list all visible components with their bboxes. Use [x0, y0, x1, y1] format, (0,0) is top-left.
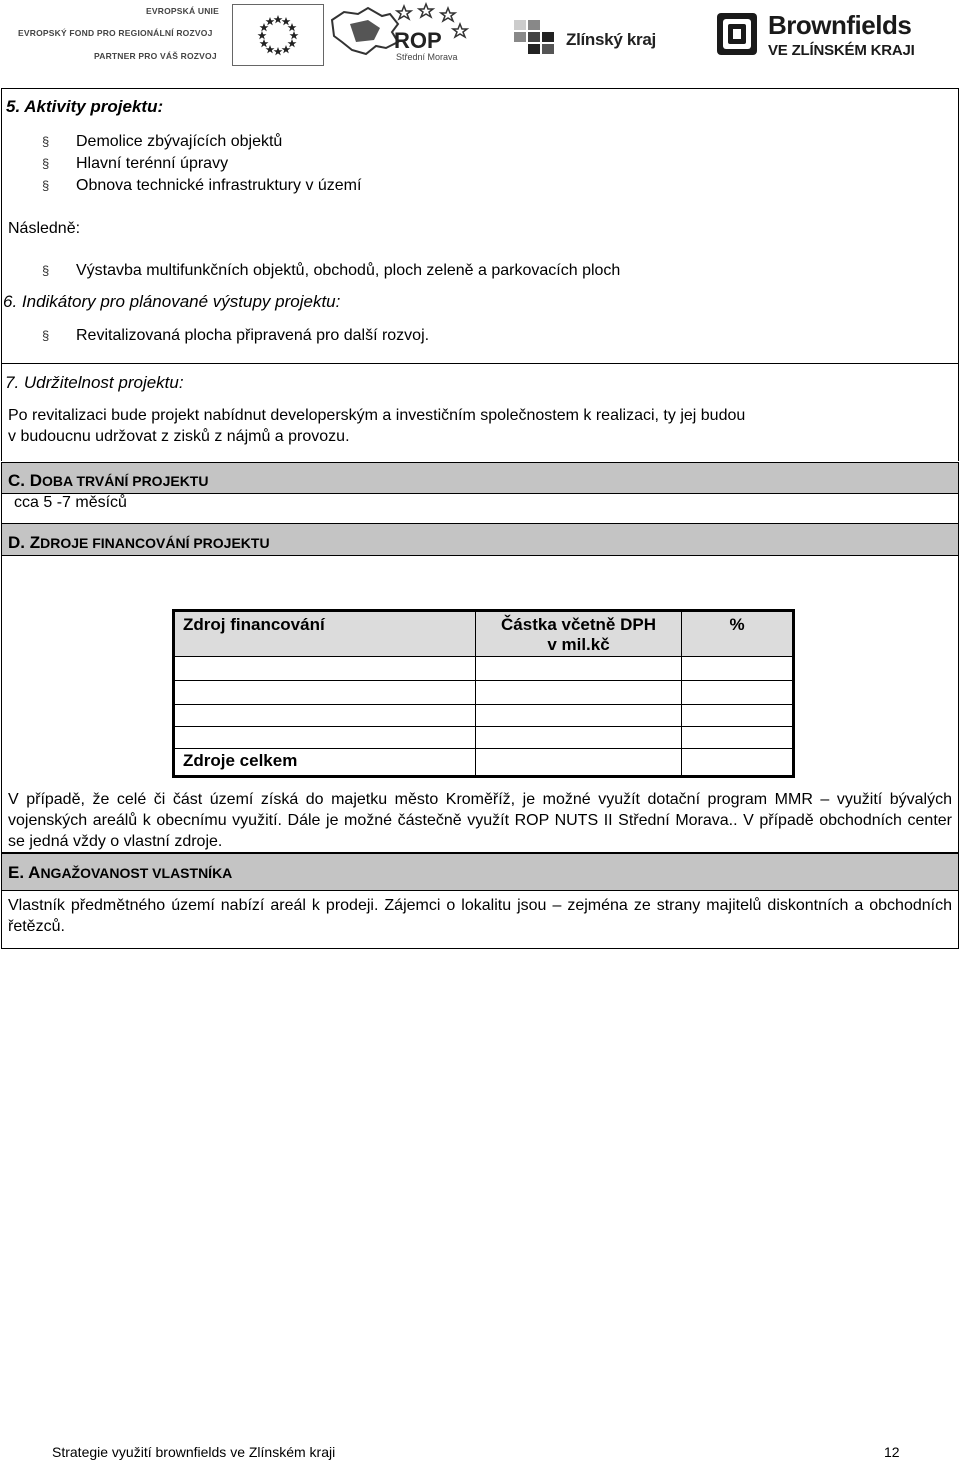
eu-flag-icon [232, 4, 324, 66]
table-total-row [174, 749, 794, 777]
section-e-title [8, 863, 232, 883]
activity-item-2: Hlavní terénní úpravy [76, 155, 229, 172]
zlinsky-kraj-text: Zlínský kraj [566, 30, 656, 49]
activity-item-1: Demolice zbývajících objektů [76, 133, 283, 150]
brownfields-subtitle: VE ZLÍNSKÉM KRAJI [768, 42, 915, 59]
table-row [174, 657, 794, 681]
header-source: Zdroj financování [174, 611, 476, 657]
sustainability-line-1: Po revitalizaci bude projekt nabídnut developerským a investičním společnostem k realizaci, ty jej budou [8, 407, 746, 424]
section-d-letter: D. Z [8, 533, 41, 552]
activity-item-3: Obnova technické infrastruktury v území [76, 177, 362, 194]
bullet-icon: § [42, 328, 50, 343]
rop-subtitle: Střední Morava [396, 52, 458, 62]
brownfields-mark-icon [716, 12, 758, 56]
financing-paragraph: V případě, že celé či část území získá do majetku město Kroměříž, je možné využít dotační program MMR – využití bývalých vojenských areálů k obecnímu využití. Dále je možné částečně využít ROP NUTS II Střední Morava.. V případě obchodních center se jedná vždy o vlastní zdroje. [8, 791, 952, 850]
section-d-title [8, 533, 270, 553]
header-amount [476, 611, 682, 657]
section-e-title-rest: NGAŽOVANOST VLASTNÍKA [40, 865, 233, 881]
section5-title: 5. Aktivity projektu: [6, 97, 164, 116]
section6-title: 6. Indikátory pro plánované výstupy projektu: [3, 292, 341, 311]
rop-title: ROP [394, 28, 442, 53]
table-row [174, 727, 794, 749]
zlinsky-kraj-logo [514, 18, 664, 58]
section-c-letter: C. D [8, 471, 42, 490]
bullet-icon: § [42, 263, 50, 278]
bullet-icon: § [42, 134, 50, 149]
project-duration: cca 5 -7 měsíců [14, 494, 127, 511]
eu-erdf-logo-text [18, 4, 228, 66]
total-label: Zdroje celkem [174, 749, 476, 777]
indicator-item-1: Revitalizovaná plocha připravená pro další rozvoj. [76, 327, 430, 344]
owner-paragraph: Vlastník předmětného území nabízí areál k prodeji. Zájemci o lokalitu jsou – zejména ze strany majitelů diskontních a obchodních řetězců. [8, 897, 952, 935]
table-header-row [174, 611, 794, 657]
page-number: 12 [884, 1444, 900, 1460]
bullet-icon: § [42, 178, 50, 193]
activities-frame [1, 88, 959, 364]
bullet-icon: § [42, 156, 50, 171]
section7-title: 7. Udržitelnost projektu: [5, 373, 184, 392]
section-c-body [1, 493, 959, 524]
section-c-title-rest: OBA TRVÁNÍ PROJEKTU [42, 473, 209, 489]
zlinsky-kraj-mark-icon [514, 20, 556, 54]
eu-line-3: PARTNER PRO VÁŠ ROZVOJ [94, 51, 217, 61]
financing-table [172, 609, 795, 778]
table-row [174, 705, 794, 727]
section-e-letter: E. A [8, 863, 41, 882]
brownfields-title: Brownfields [768, 10, 912, 40]
footer-text: Strategie využití brownfields ve Zlínském kraji [52, 1444, 336, 1460]
eu-line-2: EVROPSKÝ FOND PRO REGIONÁLNÍ ROZVOJ [18, 28, 213, 38]
header-amount-line2: v mil.kč [547, 635, 610, 654]
header-amount-line1: Částka včetně DPH [501, 615, 656, 634]
brownfields-logo [716, 10, 916, 62]
then-item-1: Výstavba multifunkčních objektů, obchodů, ploch zeleně a parkovacích ploch [76, 262, 621, 279]
then-label: Následně: [8, 220, 81, 237]
sustainability-line-2: v budoucnu udržovat z zisků z nájmů a provozu. [8, 428, 350, 445]
rop-logo [328, 2, 470, 64]
section-c-title [8, 471, 208, 491]
table-row [174, 681, 794, 705]
eu-line-1: EVROPSKÁ UNIE [146, 6, 219, 16]
header-percent: % [682, 611, 794, 657]
section-d-title-rest: DROJE FINANCOVÁNÍ PROJEKTU [40, 535, 270, 551]
